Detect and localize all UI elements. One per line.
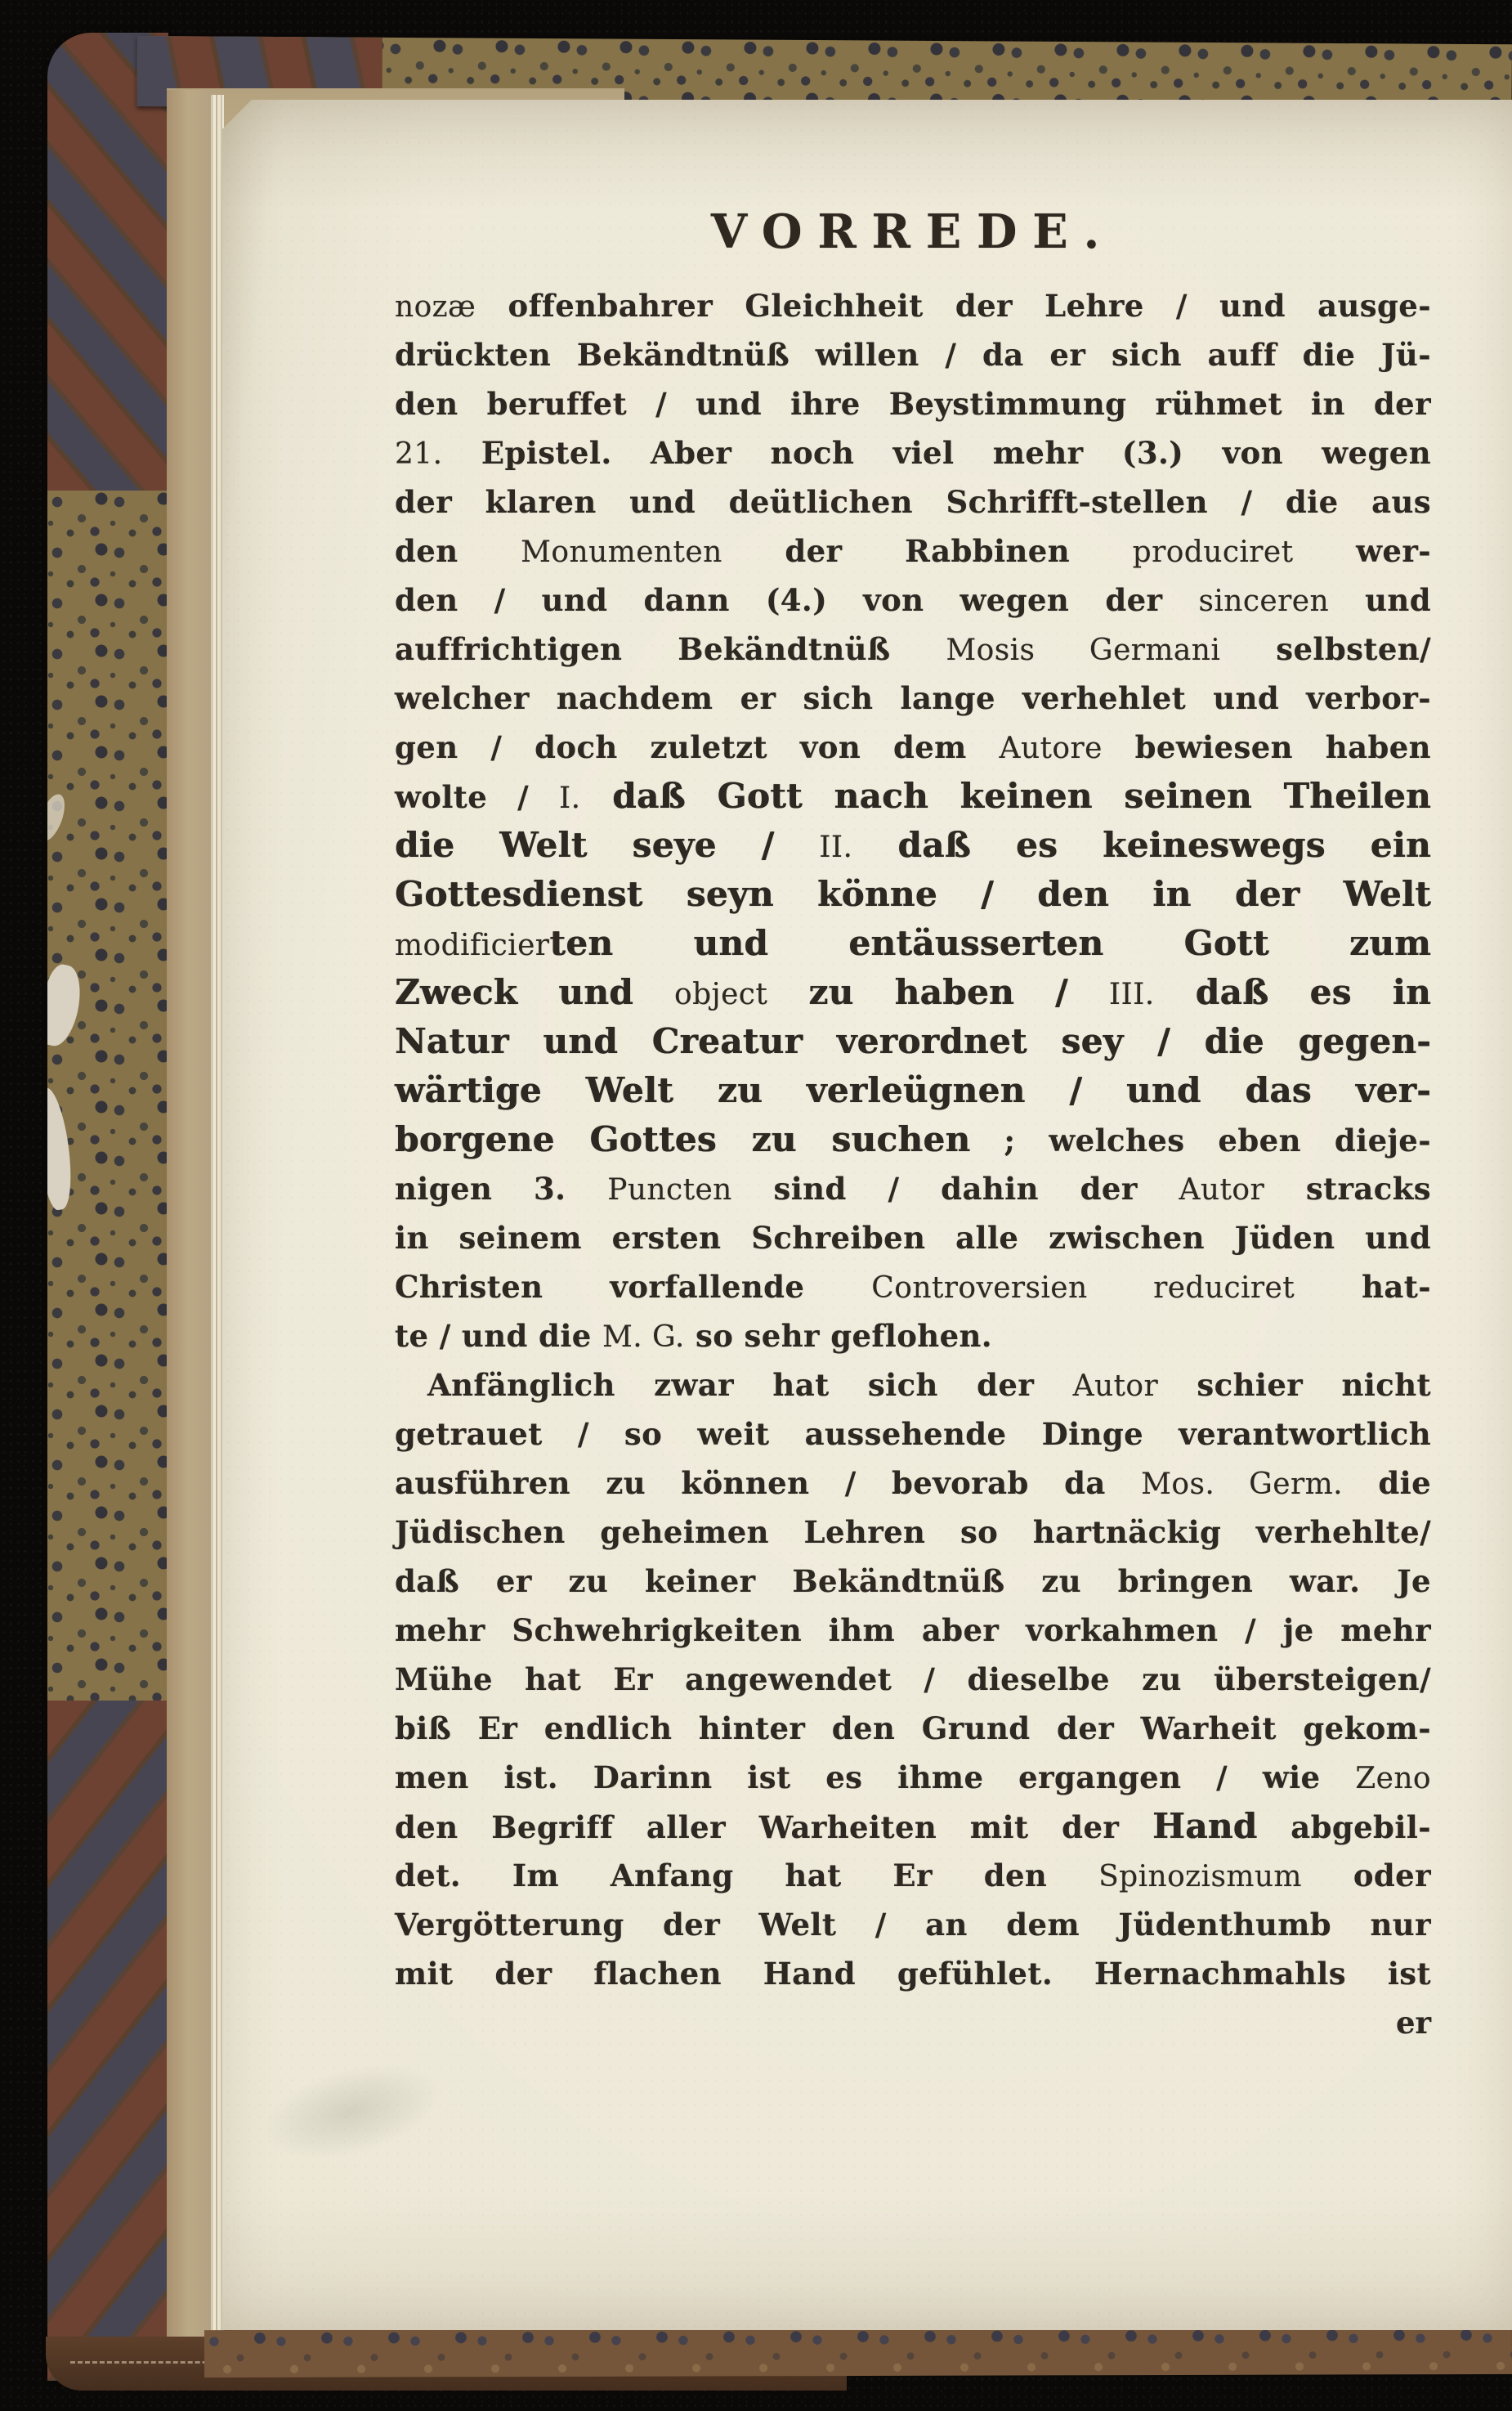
- text-segment: sind / dahin der: [731, 1171, 1179, 1207]
- text-segment: nozæ: [395, 290, 476, 324]
- text-segment: gen / doch zuletzt von dem: [395, 729, 1000, 765]
- text-segment: II.: [819, 831, 853, 864]
- text-line: [395, 1949, 1431, 1998]
- text-segment: 21.: [395, 437, 443, 471]
- text-line: [395, 674, 1431, 723]
- text-segment: Autore: [999, 732, 1103, 765]
- text-segment: stracks: [1264, 1171, 1432, 1207]
- text-segment: det. Im Anfang hat Er den: [395, 1858, 1099, 1893]
- text-segment: Epistel. Aber noch viel mehr (3.) von wegen: [442, 435, 1431, 471]
- text-segment: daß es keineswegs ein: [852, 825, 1431, 865]
- text-segment: te / und die: [395, 1318, 603, 1354]
- text-segment: biß Er endlich hinter den Grund der Warheit gekom-: [395, 1710, 1431, 1746]
- cover-stripes-bottom: [47, 1701, 168, 2381]
- text-segment: wer-: [1293, 533, 1431, 569]
- text-segment: die: [1342, 1465, 1432, 1501]
- cover-mottled-middle: [47, 491, 168, 1701]
- text-line: [395, 1459, 1431, 1508]
- text-line: [395, 1017, 1431, 1066]
- text-segment: mehr Schwehrigkeiten ihm aber vorkahmen / je mehr: [395, 1612, 1431, 1648]
- text-line: [395, 1066, 1431, 1115]
- text-segment: schier nicht: [1158, 1367, 1431, 1403]
- text-segment: Autor: [1179, 1173, 1265, 1207]
- text-segment: Jüdischen geheimen Lehren so hartnäckig verhehlte/: [395, 1514, 1431, 1550]
- text-segment: Hand: [1152, 1806, 1258, 1846]
- text-line: [395, 1851, 1431, 1900]
- text-line: [395, 1409, 1431, 1459]
- page-block-edges: [211, 95, 224, 2335]
- text-segment: M. G.: [602, 1320, 685, 1354]
- text-segment: object: [674, 978, 768, 1011]
- text-line: [395, 477, 1431, 527]
- text-segment: Zweck und: [395, 972, 675, 1012]
- text-segment: wolte /: [395, 779, 560, 815]
- text-segment: I.: [559, 782, 581, 815]
- text-segment: Gottesdienst seyn könne / den in der Welt: [395, 874, 1431, 914]
- text-segment: Controversien reduciret: [871, 1271, 1295, 1305]
- text-segment: borgene Gottes zu suchen: [395, 1119, 971, 1159]
- text-line: [395, 1115, 1431, 1164]
- text-segment: Puncten: [607, 1173, 732, 1207]
- text-segment: Anfänglich zwar hat sich der: [427, 1367, 1073, 1403]
- text-line: [395, 870, 1431, 919]
- text-segment: III.: [1108, 978, 1155, 1011]
- text-line: [395, 1655, 1431, 1704]
- text-segment: ten und entäusserten Gott zum: [549, 923, 1431, 963]
- text-segment: getrauet / so weit aussehende Dinge verantwortlich: [395, 1416, 1431, 1452]
- text-segment: und: [1329, 582, 1431, 618]
- book-cover-left-edge: [47, 33, 168, 2381]
- text-segment: wärtige Welt zu verleügnen / und das ver-: [395, 1070, 1431, 1110]
- text-segment: ; welches eben dieje-: [970, 1123, 1431, 1158]
- text-segment: oder: [1301, 1858, 1431, 1893]
- text-line: [395, 1213, 1431, 1262]
- text-segment: Mühe hat Er angewendet / dieselbe zu übersteigen/: [395, 1661, 1431, 1697]
- text-segment: zu haben /: [767, 972, 1109, 1012]
- text-line: [395, 428, 1431, 477]
- text-segment: modificier: [395, 929, 550, 962]
- text-line: [395, 281, 1431, 330]
- text-segment: auffrichtigen Bekändtnüß: [395, 631, 946, 667]
- text-segment: drückten Bekändtnüß willen / da er sich auff die Jü-: [395, 337, 1431, 373]
- book-bottom-edge: [204, 2327, 1512, 2377]
- text-segment: daß er zu keiner Bekändtnüß zu bringen war. Je: [395, 1563, 1431, 1599]
- flyleaf-edge: [167, 90, 214, 2340]
- text-line: [395, 968, 1431, 1017]
- text-segment: der Rabbinen: [722, 533, 1133, 569]
- text-segment: Christen vorfallende: [395, 1269, 872, 1305]
- text-line: [395, 576, 1431, 625]
- text-line: [395, 1802, 1431, 1851]
- text-segment: so sehr geflohen.: [684, 1318, 993, 1354]
- text-segment: bewiesen haben: [1102, 729, 1431, 765]
- text-segment: Natur und Creatur verordnet sey / die gegen-: [395, 1021, 1431, 1061]
- text-segment: den beruffet / und ihre Beystimmung rühmet in der: [395, 386, 1431, 422]
- text-segment: Mos. Germ.: [1141, 1468, 1343, 1501]
- text-segment: mit der flachen Hand gefühlet. Hernachmahls ist: [395, 1956, 1431, 1992]
- text-segment: Spinozismum: [1098, 1860, 1302, 1893]
- text-line: [395, 1360, 1431, 1409]
- text-segment: Monumenten: [521, 536, 722, 569]
- text-segment: den / und dann (4.) von wegen der: [395, 582, 1199, 618]
- page-title: VORREDE.: [710, 204, 1116, 259]
- text-segment: offenbahrer Gleichheit der Lehre / und ausge-: [476, 288, 1431, 324]
- text-segment: den Begriff aller Warheiten mit der: [395, 1809, 1153, 1845]
- text-segment: abgebil-: [1257, 1809, 1431, 1845]
- text-line: [395, 1900, 1431, 1949]
- text-segment: produciret: [1132, 536, 1294, 569]
- text-segment: nigen 3.: [395, 1171, 608, 1207]
- text-line: [395, 1164, 1431, 1213]
- text-segment: in seinem ersten Schreiben alle zwischen Jüden und: [395, 1220, 1431, 1256]
- text-segment: ausführen zu können / bevorab da: [395, 1465, 1142, 1501]
- text-segment: die Welt seye /: [395, 825, 820, 865]
- text-line: [395, 1508, 1431, 1557]
- text-segment: Vergötterung der Welt / an dem Jüdenthumb nur: [395, 1907, 1431, 1943]
- text-segment: selbsten/: [1220, 631, 1432, 667]
- text-line: [395, 1557, 1431, 1606]
- text-segment: der klaren und deütlichen Schrifft-stellen / die aus: [395, 484, 1431, 520]
- text-line: [395, 1262, 1431, 1311]
- text-line: [395, 772, 1431, 821]
- text-line: [395, 625, 1431, 674]
- text-line: [395, 1606, 1431, 1655]
- text-segment: Mosis Germani: [946, 634, 1221, 667]
- text-line: [395, 919, 1431, 968]
- text-line: [395, 1311, 1431, 1360]
- text-line: [395, 527, 1431, 576]
- text-line: [395, 1704, 1431, 1753]
- text-line: [395, 330, 1431, 379]
- text-line: [395, 821, 1431, 870]
- text-segment: den: [395, 533, 521, 569]
- text-segment: daß Gott nach keinen seinen Theilen: [580, 776, 1431, 816]
- text-segment: Zeno: [1355, 1762, 1431, 1795]
- text-line: [395, 723, 1431, 772]
- text-block: [395, 281, 1431, 2047]
- text-segment: daß es in: [1154, 972, 1431, 1012]
- text-segment: Autor: [1072, 1369, 1159, 1403]
- text-line: [395, 379, 1431, 428]
- text-segment: hat-: [1295, 1269, 1431, 1305]
- text-segment: welcher nachdem er sich lange verhehlet und verbor-: [395, 680, 1431, 716]
- text-line: [395, 1753, 1431, 1802]
- text-segment: sinceren: [1198, 585, 1330, 618]
- text-segment: men ist. Darinn ist es ihme ergangen / wie: [395, 1759, 1356, 1795]
- catchword: er: [1395, 2005, 1431, 2041]
